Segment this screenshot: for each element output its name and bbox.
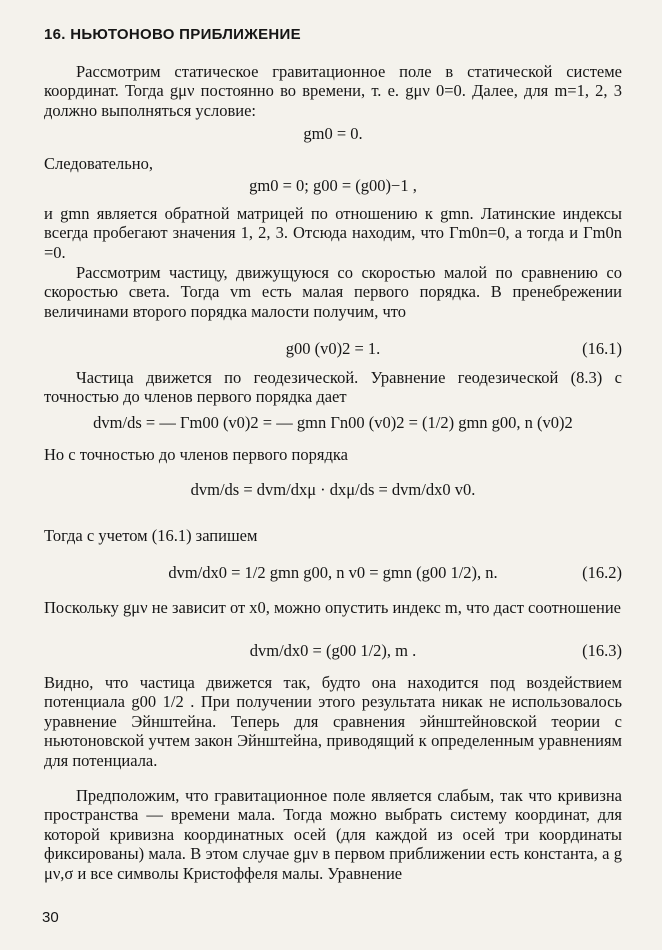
paragraph-9: Видно, что частица движется так, будто она находится под воздействием потенциала g00 1/2 . При получении этого результата никак не использовалось уравнение Эйнштейна. Теперь для сравнения эйнштейновской теории с ньютоновской учтем закон Эйнштейна, приводящий к определенным уравнениям для потенциала. [44, 673, 622, 770]
equation-16-2 [44, 563, 622, 583]
section-heading: 16. НЬЮТОНОВО ПРИБЛИЖЕНИЕ [44, 26, 301, 43]
equation-inverse-metric: gm0 = 0; g00 = (g00)−1 , [249, 176, 417, 195]
equation-16-3-body: dvm/dx0 = (g00 1/2), m . [249, 641, 417, 660]
equation-16-3-number: (16.3) [582, 641, 622, 660]
paragraph-8: Поскольку gμν не зависит от x0, можно опустить индекс m, что даст соотношение [44, 598, 621, 617]
equation-chain-rule: dvm/ds = dvm/dxμ · dxμ/ds = dvm/dx0 v0. [190, 480, 476, 499]
page-number: 30 [42, 909, 59, 926]
paragraph-3: и gmn является обратной матрицей по отношению к gmn. Латинские индексы всегда пробегают значения 1, 2, 3. Отсюда находим, что Γm0n=0, а тогда и Γm0n =0. [44, 204, 622, 262]
equation-16-1 [44, 339, 622, 359]
equation-16-1-number: (16.1) [582, 339, 622, 358]
paragraph-4: Рассмотрим частицу, движущуюся со скоростью малой по сравнению со скоростью света. Тогда vm есть малая первого порядка. В пренебрежении величинами второго порядка малости получим, что [44, 263, 622, 321]
paragraph-7: Тогда с учетом (16.1) запишем [44, 526, 258, 545]
equation-16-2-body: dvm/dx0 = 1/2 gmn g00, n v0 = gmn (g00 1/2), n. [168, 563, 498, 582]
equation-geodesic: dvm/ds = — Γm00 (v0)2 = — gmn Γn00 (v0)2 = (1/2) gmn g00, n (v0)2 [93, 413, 573, 432]
paragraph-10: Предположим, что гравитационное поле является слабым, так что кривизна пространства — времени мала. Тогда можно выбрать систему координат, для которой кривизна координатных осей (для каждой из осей три координаты фиксированы) мала. В этом случае gμν в первом приближении есть константа, а g μν,σ и все символы Кристоффеля малы. Уравнение [44, 786, 622, 883]
paragraph-1: Рассмотрим статическое гравитационное поле в статической системе координат. Тогда gμν постоянно во времени, т. е. gμν 0=0. Далее, для m=1, 2, 3 должно выполняться условие: [44, 62, 622, 120]
equation-gm0: gm0 = 0. [303, 124, 363, 143]
equation-16-3 [44, 641, 622, 661]
paragraph-6: Но с точностью до членов первого порядка [44, 445, 348, 464]
paragraph-2: Следовательно, [44, 154, 153, 173]
equation-16-1-body: g00 (v0)2 = 1. [285, 339, 381, 358]
paragraph-5: Частица движется по геодезической. Уравнение геодезической (8.3) с точностью до членов первого порядка дает [44, 368, 622, 407]
equation-16-2-number: (16.2) [582, 563, 622, 582]
